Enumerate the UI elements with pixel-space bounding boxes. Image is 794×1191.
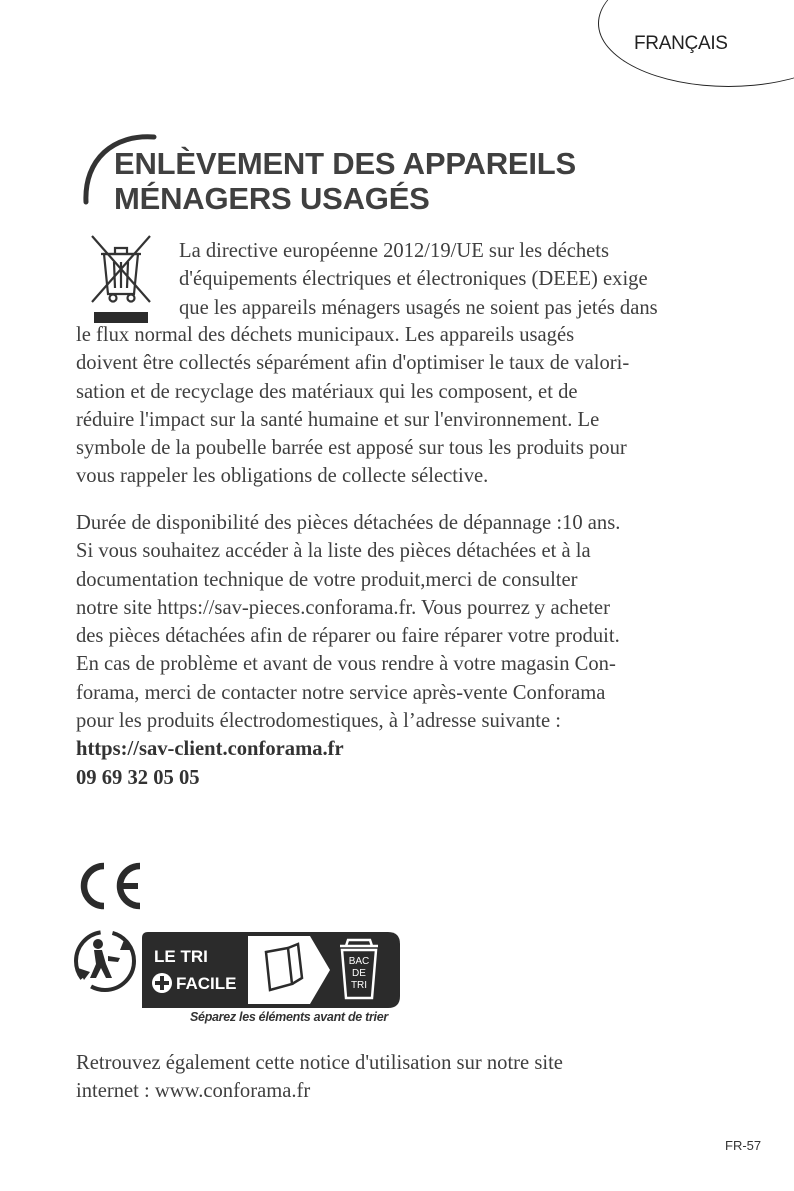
text-line: sation et de recyclage des matériaux qui les composent, et de [76, 380, 578, 403]
ce-mark-logo [74, 860, 146, 912]
bin-label-line: TRI [350, 980, 368, 991]
triman-recycle-icon [72, 928, 138, 994]
spare-parts-paragraph [76, 509, 620, 792]
separate-note: Séparez les éléments avant de trier [190, 1010, 388, 1024]
text-line: notre site https://sav-pieces.conforama.fr. Vous pourrez y acheter [76, 596, 610, 619]
language-label: FRANÇAIS [634, 33, 728, 54]
weee-body [76, 321, 629, 491]
text-line: symbole de la poubelle barrée est apposé sur tous les produits pour [76, 437, 627, 460]
text-line: d'équipements électriques et électroniques (DEEE) exige [179, 268, 648, 291]
footer-notice [76, 1049, 563, 1106]
crossed-bin-icon [88, 232, 154, 328]
text-line: que les appareils ménagers usagés ne soient pas jetés dans [179, 296, 658, 319]
text-line: documentation technique de votre produit,merci de consulter [76, 568, 578, 591]
service-phone: 09 69 32 05 05 [76, 766, 200, 789]
text-line: Si vous souhaitez accéder à la liste des pièces détachées et à la [76, 540, 591, 563]
text-line: Retrouvez également cette notice d'utilisation sur notre site [76, 1052, 563, 1074]
text-line: forama, merci de contacter notre service après-vente Conforama [76, 681, 606, 704]
text-line: Durée de disponibilité des pièces détachées de dépannage :10 ans. [76, 512, 621, 534]
weee-intro [179, 237, 658, 322]
tri-label: LE TRI [154, 947, 208, 966]
section-title [114, 146, 576, 216]
service-url-link[interactable]: https://sav-client.conforama.fr [76, 738, 344, 761]
text-line: vous rappeler les obligations de collecte sélective. [76, 465, 489, 488]
text-line: La directive européenne 2012/19/UE sur les déchets [179, 240, 610, 262]
section-title-line: ENLÈVEMENT DES APPAREILS [114, 146, 576, 181]
page-number: FR-57 [725, 1138, 762, 1153]
text-line: doivent être collectés séparément afin d'optimiser le taux de valori- [76, 352, 630, 375]
facile-label: FACILE [176, 974, 237, 993]
text-line: internet : www.conforama.fr [76, 1080, 311, 1103]
text-line: le flux normal des déchets municipaux. Les appareils usagés [76, 324, 575, 346]
bin-label-line: DE [352, 968, 366, 979]
tri-facile-banner [142, 932, 400, 1008]
text-line: réduire l'impact sur la santé humaine et sur l'environnement. Le [76, 408, 600, 431]
bin-label-line: BAC [348, 956, 370, 967]
text-line: des pièces détachées afin de réparer ou faire réparer votre produit. [76, 625, 620, 648]
text-line: pour les produits électrodomestiques, à l’adresse suivante : [76, 710, 561, 733]
text-line: En cas de problème et avant de vous rendre à votre magasin Con- [76, 653, 616, 676]
section-title-line: MÉNAGERS USAGÉS [114, 181, 430, 216]
